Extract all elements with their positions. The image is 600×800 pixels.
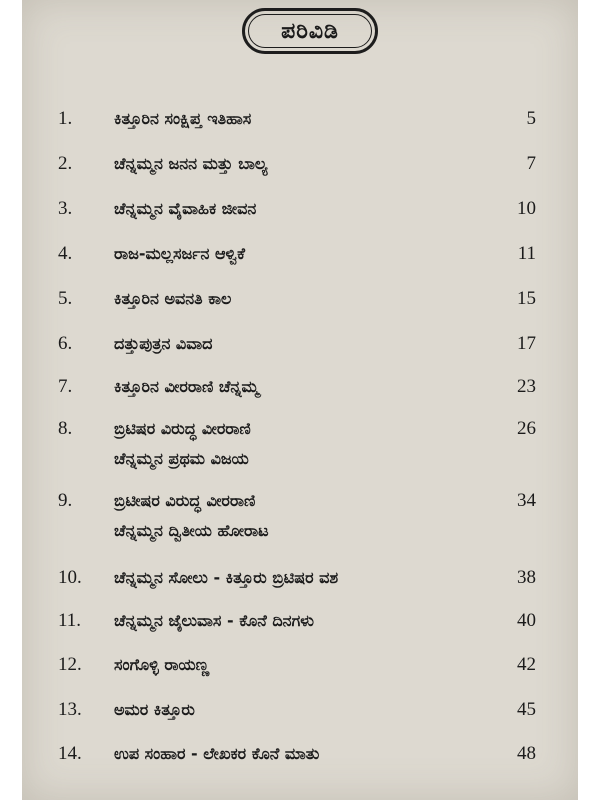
entry-title-line: ಚೆನ್ನಮ್ಮನ ವೈವಾಹಿಕ ಜೀವನ	[114, 199, 257, 218]
entry-number: 5.	[58, 288, 73, 309]
entry-title	[114, 149, 474, 179]
book-page	[22, 0, 578, 800]
entry-number: 11.	[58, 610, 82, 631]
entry-title	[114, 414, 474, 474]
entry-title-line: ಕಿತ್ತೂರಿನ ಸಂಕ್ಷಿಪ್ತ ಇತಿಹಾಸ	[114, 109, 252, 128]
entry-title-line: ದತ್ತುಪುತ್ರನ ವಿವಾದ	[114, 334, 213, 353]
entry-number: 13.	[58, 699, 82, 720]
entry-title-line: ಉಪ ಸಂಹಾರ - ಲೇಖಕರ ಕೊನೆ ಮಾತು	[114, 744, 320, 763]
entry-title-line: ಕಿತ್ತೂರಿನ ವೀರರಾಣಿ ಚೆನ್ನಮ್ಮ	[114, 377, 259, 396]
entry-page: 38	[517, 567, 536, 588]
entry-number: 3.	[58, 198, 73, 219]
entry-title-line: ಚೆನ್ನಮ್ಮನ ಪ್ರಥಮ ವಿಜಯ	[114, 449, 249, 468]
entry-title-line: ಚೆನ್ನಮ್ಮನ ದ್ವಿತೀಯ ಹೋರಾಟ	[114, 521, 269, 540]
page-heading: ಪರಿವಿಡಿ	[281, 18, 339, 44]
entry-page: 34	[517, 490, 536, 511]
entry-title	[114, 606, 474, 636]
entry-page: 7	[526, 153, 536, 174]
entry-title	[114, 650, 474, 680]
entry-title-line: ಬ್ರಿಟಿಷರ ವಿರುದ್ಧ ವೀರರಾಣಿ	[114, 419, 251, 438]
entry-title	[114, 372, 474, 402]
entry-title-line: ಚೆನ್ನಮ್ಮನ ಸೋಲು - ಕಿತ್ತೂರು ಬ್ರಿಟಿಷರ ವಶ	[114, 568, 339, 587]
entry-title	[114, 194, 474, 224]
entry-page: 48	[517, 743, 536, 764]
toc-list	[22, 0, 578, 800]
entry-title	[114, 739, 474, 769]
entry-title	[114, 695, 474, 725]
entry-page: 17	[517, 333, 536, 354]
entry-number: 12.	[58, 654, 82, 675]
entry-number: 8.	[58, 418, 73, 439]
toc-entry-8	[22, 414, 578, 470]
entry-number: 14.	[58, 743, 82, 764]
entry-number: 9.	[58, 490, 73, 511]
entry-title-line: ಚೆನ್ನಮ್ಮನ ಜನನ ಮತ್ತು ಬಾಲ್ಯ	[114, 154, 268, 173]
entry-page: 5	[526, 108, 536, 129]
entry-title-line: ಅಮರ ಕಿತ್ತೂರು	[114, 700, 195, 719]
entry-number: 4.	[58, 243, 73, 264]
entry-title-line: ಕಿತ್ತೂರಿನ ಅವನತಿ ಕಾಲ	[114, 289, 232, 308]
entry-title	[114, 486, 474, 546]
entry-title	[114, 284, 474, 314]
entry-number: 10.	[58, 567, 82, 588]
entry-title	[114, 563, 474, 593]
entry-title	[114, 329, 474, 359]
entry-title	[114, 104, 474, 134]
entry-page: 11	[517, 243, 536, 264]
entry-page: 26	[517, 418, 536, 439]
entry-title-line: ಚೆನ್ನಮ್ಮನ ಜೈಲುವಾಸ - ಕೊನೆ ದಿನಗಳು	[114, 611, 315, 630]
toc-entry-14	[22, 739, 578, 795]
entry-page: 42	[517, 654, 536, 675]
entry-number: 1.	[58, 108, 73, 129]
entry-page: 10	[517, 198, 536, 219]
entry-title-line: ಬ್ರಿಟೀಷರ ವಿರುದ್ಧ ವೀರರಾಣಿ	[114, 491, 256, 510]
entry-page: 45	[517, 699, 536, 720]
entry-number: 6.	[58, 333, 73, 354]
entry-title	[114, 239, 474, 269]
entry-title-line: ಸಂಗೊಳ್ಳಿ ರಾಯಣ್ಣ	[114, 655, 210, 674]
entry-page: 23	[517, 376, 536, 397]
entry-page: 15	[517, 288, 536, 309]
entry-number: 7.	[58, 376, 73, 397]
entry-number: 2.	[58, 153, 73, 174]
toc-entry-9	[22, 486, 578, 542]
entry-title-line: ರಾಜ-ಮಲ್ಲಸರ್ಜನ ಆಳ್ವಿಕೆ	[114, 244, 245, 263]
entry-page: 40	[517, 610, 536, 631]
